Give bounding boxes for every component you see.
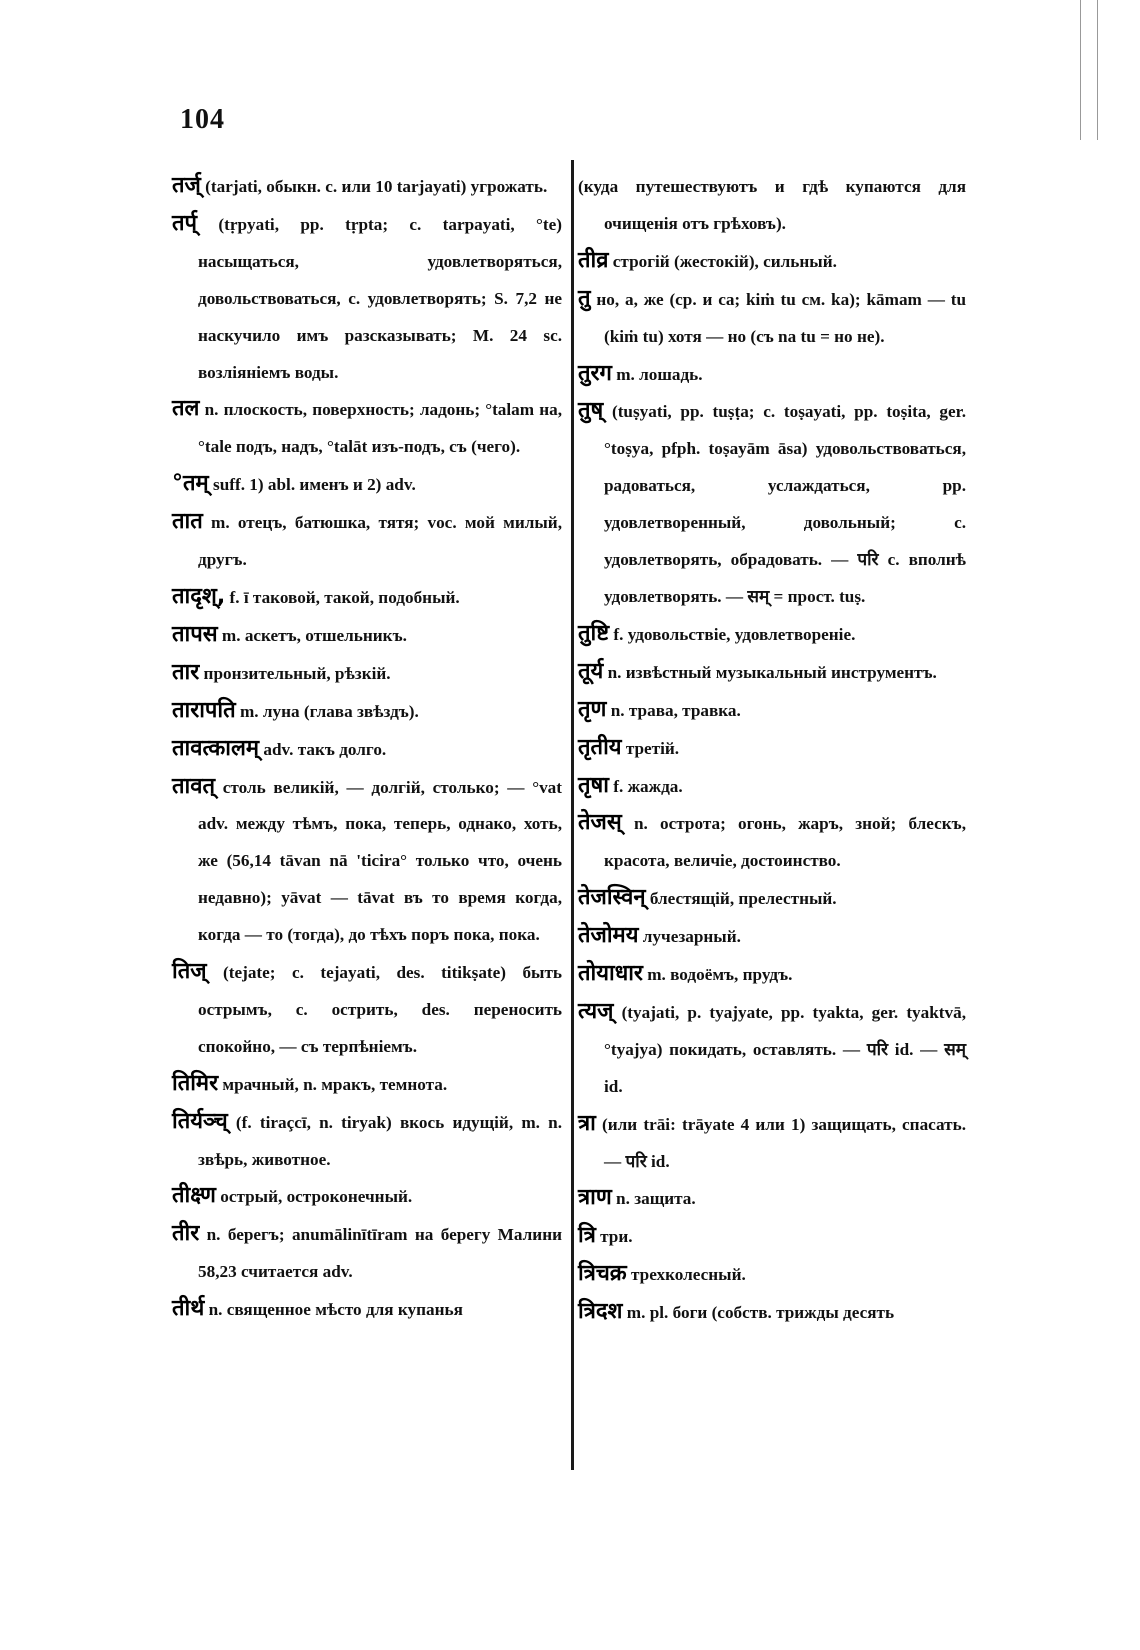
dictionary-entry — [172, 504, 562, 579]
dictionary-entry — [172, 391, 562, 466]
entry-headword: तावत्कालम् — [172, 735, 260, 761]
entry-definition: n. берегъ; anumālinītīram на берегу Малини 58,23 считается adv. — [198, 1225, 563, 1282]
entry-headword: तारापति — [172, 697, 236, 723]
dictionary-entry — [578, 654, 966, 692]
entry-headword: तृण — [578, 696, 607, 722]
dictionary-entry — [578, 1180, 966, 1218]
entry-headword: तिमिर — [172, 1070, 219, 1096]
dictionary-entry — [172, 655, 562, 693]
dictionary-entry — [172, 731, 562, 769]
dictionary-entry — [578, 1218, 966, 1256]
entry-definition: три. — [600, 1227, 633, 1247]
entry-headword: तादृश्, — [172, 583, 226, 609]
entry-headword: तिज् — [172, 959, 207, 985]
dictionary-entry — [578, 1256, 966, 1294]
entry-definition: (или trāi: trāyate 4 или 1) защищать, спасать. — परि id. — [602, 1114, 966, 1171]
scan-edge-line — [1097, 0, 1098, 140]
entry-definition: n. острота; огонь, жаръ, зной; блескъ, красота, величіе, достоинство. — [604, 814, 966, 871]
entry-headword: तर्ज् — [172, 173, 201, 198]
entry-definition: suff. 1) abl. именъ и 2) adv. — [213, 475, 416, 495]
entry-definition: (f. tiraçcī, n. tiryak) вкось идущій, m. n. звѣрь, животное. — [198, 1112, 563, 1169]
entry-headword: त्यज् — [578, 998, 614, 1024]
entry-definition: лучезарный. — [642, 927, 741, 947]
scan-edge-line — [1080, 0, 1081, 140]
dictionary-entry — [578, 168, 966, 243]
dictionary-entry — [578, 994, 966, 1106]
entry-definition: строгій (жестокій), сильный. — [612, 251, 837, 271]
entry-headword: तावत् — [172, 773, 216, 799]
entry-definition: трехколесный. — [631, 1265, 746, 1285]
entry-definition: (tuṣyati, pp. tuṣṭa; c. toṣayati, pp. toṣita, ger. °toṣya, pfph. toṣayām āsa) удовольствоваться, радоваться, услаждаться, pp. удовлетворенный, довольный; c. удовлетворять, обрадовать. — परि c. вполнѣ удовлетворять. — सम् = прост. tuṣ. — [604, 402, 966, 606]
dictionary-entry — [578, 243, 966, 281]
dictionary-entry — [172, 466, 562, 504]
entry-definition: m. отецъ, батюшка, тятя; voc. мой милый, другъ. — [198, 513, 562, 570]
dictionary-entry — [578, 730, 966, 768]
entry-definition: f. жажда. — [613, 776, 683, 796]
entry-headword: तीव्र — [578, 247, 609, 273]
entry-headword: तात — [172, 509, 203, 535]
dictionary-entry — [172, 1104, 562, 1179]
entry-definition: n. извѣстный музыкальный инструментъ. — [607, 662, 937, 682]
dictionary-entry — [578, 356, 966, 394]
entry-headword: तु — [578, 285, 591, 311]
entry-headword: त्रि — [578, 1223, 596, 1249]
entry-headword: तीक्ष्ण — [172, 1183, 216, 1209]
dictionary-entry — [578, 393, 966, 615]
dictionary-entry — [172, 617, 562, 655]
entry-headword: त्रा — [578, 1110, 596, 1136]
entry-definition: пронзительный, рѣзкій. — [203, 663, 391, 683]
entry-definition: третій. — [625, 738, 680, 758]
entry-definition: (tyajati, p. tyajyate, pp. tyakta, ger. tyaktvā, °tyajya) покидать, оставлять. — परि id. — सम् id. — [604, 1002, 967, 1096]
page-number: 104 — [180, 104, 225, 135]
entry-definition: острый, остроконечный. — [220, 1187, 413, 1207]
entry-headword: तर्प् — [172, 210, 198, 236]
entry-definition: n. плоскость, поверхность; ладонь; °talam на, °tale подъ, надъ, °talāt изъ-подъ, съ (чего). — [198, 400, 562, 457]
entry-headword: तूर्य — [578, 658, 604, 684]
dictionary-entry — [172, 1066, 562, 1104]
entry-definition: n. священное мѣсто для купанья — [208, 1300, 463, 1320]
dictionary-entry — [578, 281, 966, 356]
entry-definition: adv. такъ долго. — [263, 739, 387, 759]
entry-headword: तल — [172, 396, 200, 422]
dictionary-entry — [172, 1216, 562, 1291]
dictionary-entry — [578, 1106, 966, 1181]
entry-headword: तृषा — [578, 772, 609, 798]
entry-headword: तेजोमय — [578, 923, 639, 949]
entry-definition: мрачный, n. мракъ, темнота. — [222, 1074, 448, 1094]
entry-definition: f. удовольствіе, удовлетвореніе. — [613, 624, 856, 644]
entry-definition: n. защита. — [616, 1189, 696, 1209]
entry-headword: तीर्थ — [172, 1296, 205, 1322]
entry-definition: n. трава, травка. — [610, 700, 741, 720]
entry-definition: m. pl. боги (собств. трижды десять — [626, 1303, 895, 1323]
entry-definition: m. луна (глава звѣздъ). — [239, 701, 419, 721]
dictionary-entry — [578, 692, 966, 730]
entry-headword: त्रिचक्र — [578, 1261, 627, 1287]
entry-headword: त्रिदश — [578, 1299, 623, 1325]
entry-headword: तुष्टि — [578, 620, 610, 646]
entry-definition: m. аскетъ, отшельникъ. — [221, 625, 407, 645]
entry-definition: (tarjati, обыкн. c. или 10 tarjayati) угрожать. — [205, 177, 548, 196]
dictionary-entry — [172, 693, 562, 731]
entry-headword: तुरग — [578, 360, 612, 386]
dictionary-entry — [172, 1178, 562, 1216]
entry-definition: m. водоёмъ, прудъ. — [647, 965, 793, 985]
entry-headword: तेजस्विन् — [578, 885, 646, 911]
dictionary-entry — [172, 206, 562, 392]
entry-headword: तिर्यञ्च् — [172, 1108, 228, 1134]
dictionary-entry — [172, 954, 562, 1066]
entry-definition: блестящій, прелестный. — [649, 889, 837, 909]
dictionary-entry — [172, 168, 562, 206]
right-column — [578, 168, 966, 1332]
dictionary-entry — [172, 769, 562, 955]
entry-definition: столь великій, — долгій, столько; — °vat adv. между тѣмъ, пока, теперь, однако, хоть, же (56,14 tāvan nā 'ticira° только что, очень недавно); yāvat — tāvat въ то время когда, когда — то (тогда), до тѣхъ поръ пока, пока. — [198, 777, 563, 945]
entry-headword: °तम् — [172, 471, 209, 497]
dictionary-entry — [578, 768, 966, 806]
entry-headword: तेजस् — [578, 810, 622, 836]
entry-headword: तृतीय — [578, 734, 622, 760]
dictionary-entry — [578, 805, 966, 880]
entry-headword: तोयाधार — [578, 961, 643, 987]
entry-definition: (tejate; c. tejayati, des. titikṣate) быть острымъ, c. острить, des. переносить спокойно, — съ терпѣніемъ. — [198, 963, 563, 1056]
dictionary-entry — [578, 616, 966, 654]
dictionary-entry — [578, 880, 966, 918]
column-divider — [571, 160, 574, 1470]
dictionary-entry — [578, 956, 966, 994]
entry-headword: तुष् — [578, 398, 604, 424]
entry-definition: m. лошадь. — [616, 364, 703, 384]
dictionary-entry — [172, 1291, 562, 1329]
dictionary-entry — [172, 579, 562, 617]
entry-definition: но, а, же (ср. и ca; kiṁ tu см. ka); kāmam — tu (kiṁ tu) хотя — но (съ na tu = но не). — [596, 289, 967, 346]
entry-definition: (tṛpyati, pp. tṛpta; c. tarpayati, °te) насыщаться, удовлетворяться, довольствоваться, c. удовлетворять; S. 7,2 не наскучило имъ разсказывать; M. 24 sc. возліяніемъ воды. — [198, 214, 562, 382]
entry-definition: (куда путешествуютъ и гдѣ купаются для очищенія отъ грѣховъ). — [578, 177, 966, 233]
entry-definition: f. ī таковой, такой, подобный. — [229, 587, 460, 607]
left-column — [172, 168, 562, 1329]
entry-headword: त्राण — [578, 1185, 612, 1211]
entry-headword: तार — [172, 659, 200, 685]
dictionary-entry — [578, 1294, 966, 1332]
entry-headword: तीर — [172, 1221, 200, 1247]
entry-headword: तापस — [172, 621, 218, 647]
dictionary-entry — [578, 918, 966, 956]
